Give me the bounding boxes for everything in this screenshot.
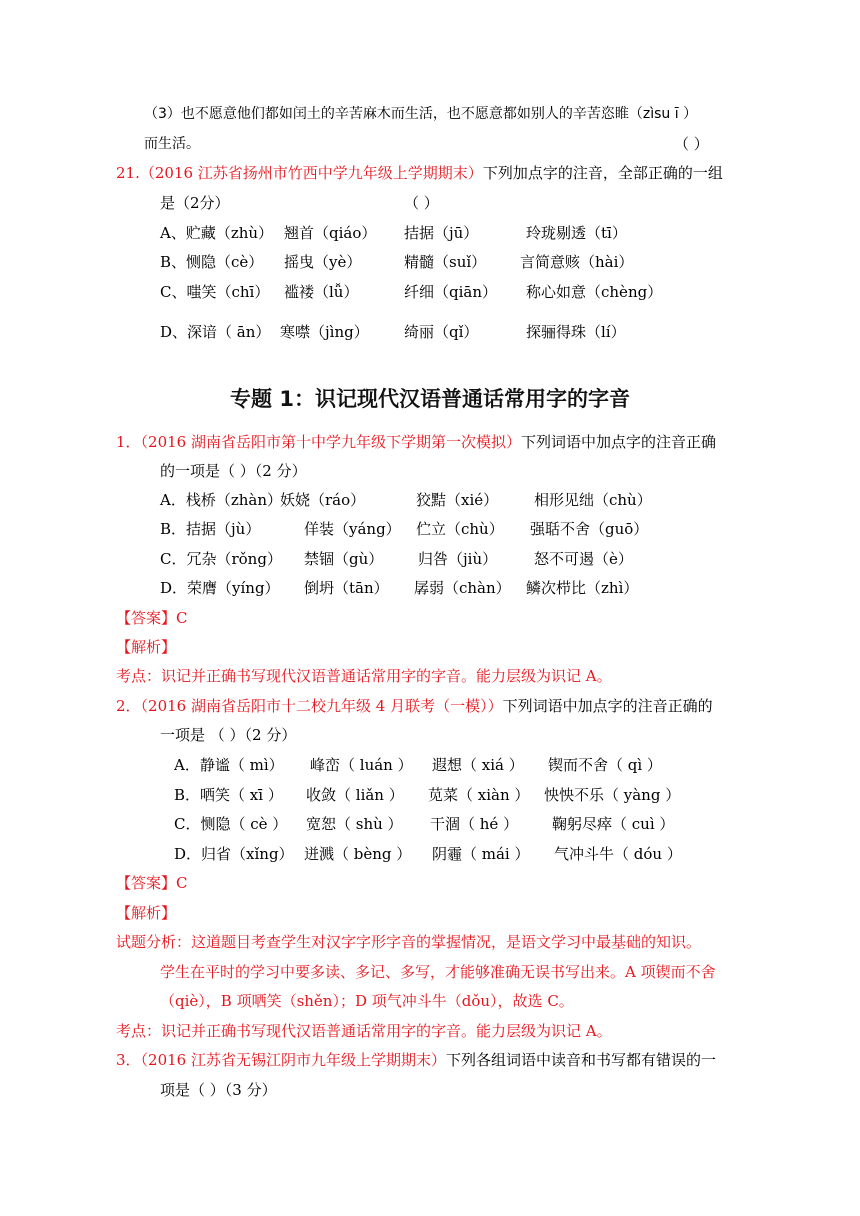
q2-b-item-2: 收敛（ liǎn ） xyxy=(306,786,404,804)
q1-a-item-3: 狡黠（xié） xyxy=(416,491,499,509)
q2-a-item-1: A．静谧（ mì） xyxy=(174,756,284,774)
q2-option-c xyxy=(174,814,774,834)
q21-c-item-3: 纤细（qiān） xyxy=(404,283,498,301)
q1-c-item-1: C．冗杂（rǒng） xyxy=(160,550,282,568)
q21-d-item-3: 绮丽（qǐ） xyxy=(404,323,479,341)
q3-header xyxy=(116,1050,716,1070)
q2-point: 考点：识记并正确书写现代汉语普通话常用字的字音。能力层级为识记 A。 xyxy=(116,1022,612,1040)
q2-source: （2016 湖南省岳阳市十二校九年级 4 月联考（一模）） xyxy=(140,697,503,715)
q1-b-item-3: 伫立（chù） xyxy=(416,520,504,538)
q21-b-item-3: 精髓（suǐ） xyxy=(404,253,487,271)
q21-header xyxy=(116,163,723,183)
q1-option-a xyxy=(160,490,800,510)
q2-option-b xyxy=(174,785,774,805)
q1-b-item-2: 佯装（yáng） xyxy=(304,520,401,538)
q2-analysis-line-3: （qiè），B 项哂笑（shěn）；D 项气冲斗牛（dǒu），故选 C。 xyxy=(160,992,574,1010)
q1-option-c xyxy=(160,549,800,569)
q2-option-a xyxy=(174,755,774,775)
q2-c-item-3: 干涸（ hé ） xyxy=(430,815,519,833)
q21-a-item-2: 翘首（qiáo） xyxy=(284,224,377,242)
q3-number: 3． xyxy=(116,1051,141,1069)
q21-d-item-1: D、深谙（ ān） xyxy=(160,323,271,341)
q2-a-item-3: 遐想（ xiá ） xyxy=(432,756,524,774)
q21-source: （2016 江苏省扬州市竹西中学九年级上学期期末） xyxy=(139,164,483,182)
q1-stem: 下列词语中加点字的注音正确 xyxy=(521,433,717,451)
q21-c-item-1: C、嗤笑（chī） xyxy=(160,283,270,301)
q1-c-item-2: 禁锢（gù） xyxy=(304,550,384,568)
q21-stem-cont: 是（2分） xyxy=(160,194,230,212)
q21-a-item-3: 拮据（jū） xyxy=(404,224,479,242)
q2-answer: 【答案】C xyxy=(116,874,188,892)
q2-number: 2． xyxy=(116,697,141,715)
q2-d-item-4: 气冲斗牛（ dóu ） xyxy=(554,845,682,863)
q2-stem-line-2: 一项是 （ ）（2 分） xyxy=(160,726,297,744)
q2-b-item-3: 苋菜（ xiàn ） xyxy=(428,786,530,804)
q21-c-item-2: 褴褛（lǚ） xyxy=(284,283,359,301)
q21-d-item-4: 探骊得珠（lí） xyxy=(526,323,626,341)
q1-header xyxy=(116,432,716,452)
q3-stem: 下列各组词语中读音和书写都有错误的一 xyxy=(446,1051,717,1069)
q1-c-item-4: 怒不可遏（è） xyxy=(534,550,633,568)
q21-option-a xyxy=(160,223,800,243)
q1-c-item-3: 归咎（jiù） xyxy=(418,550,498,568)
q2-b-item-4: 怏怏不乐（ yàng ） xyxy=(544,786,681,804)
q1-answer: 【答案】C xyxy=(116,609,188,627)
q1-point: 考点：识记并正确书写现代汉语普通话常用字的字音。能力层级为识记 A。 xyxy=(116,667,612,685)
q21-c-item-4: 称心如意（chèng） xyxy=(526,283,663,301)
q1-d-item-4: 鳞次栉比（zhì） xyxy=(526,579,639,597)
q2-d-item-3: 阴霾（ mái ） xyxy=(432,845,530,863)
q2-header xyxy=(116,696,713,716)
q1-option-d xyxy=(160,578,800,598)
q2-analysis-label: 【解析】 xyxy=(116,904,177,922)
q1-d-item-1: D．荣膺（yíng） xyxy=(160,579,280,597)
q2-c-item-2: 宽恕（ shù ） xyxy=(306,815,403,833)
q2-c-item-4: 鞠躬尽瘁（ cuì ） xyxy=(552,815,675,833)
section-title: 专题 1：识记现代汉语普通话常用字的字音 xyxy=(230,387,630,411)
q1-a-item-1: A．栈桥（zhàn） xyxy=(160,491,283,509)
q1-option-b xyxy=(160,519,800,539)
prev-line-2: 而生活。 xyxy=(144,136,200,152)
q21-b-item-1: B、恻隐（cè） xyxy=(160,253,264,271)
q21-a-item-1: A、贮藏（zhù） xyxy=(160,224,274,242)
q21-a-item-4: 玲珑剔透（tī） xyxy=(526,224,627,242)
q21-option-d xyxy=(160,322,800,342)
q1-stem-line-2: 的一项是（ ）（2 分） xyxy=(160,462,307,480)
q2-analysis-line-1: 试题分析：这道题目考查学生对汉字字形字音的掌握情况，是语文学习中最基础的知识。 xyxy=(116,933,702,951)
prev-line-1: （3）也不愿意他们都如闰土的辛苦麻木而生活，也不愿意都如别人的辛苦恣睢（zìsu ī ） xyxy=(144,106,698,122)
q1-analysis-label: 【解析】 xyxy=(116,638,177,656)
q2-a-item-2: 峰峦（ luán ） xyxy=(310,756,413,774)
q1-a-item-4: 相形见绌（chù） xyxy=(534,491,652,509)
q1-b-item-1: B．拮据（jù） xyxy=(160,520,261,538)
q2-d-item-2: 迸溅（ bèng ） xyxy=(304,845,412,863)
q2-analysis-line-2: 学生在平时的学习中要多读、多记、多写，才能够准确无误书写出来。A 项锲而不舍 xyxy=(160,963,716,981)
q2-c-item-1: C．恻隐（ cè ） xyxy=(174,815,288,833)
q21-stem: 下列加点字的注音，全部正确的一组 xyxy=(482,164,723,182)
q1-a-item-2: 妖娆（ráo） xyxy=(280,491,366,509)
q1-b-item-4: 强聒不舍（guō） xyxy=(530,520,649,538)
q2-a-item-4: 锲而不舍（ qì ） xyxy=(548,756,662,774)
q1-d-item-3: 孱弱（chàn） xyxy=(414,579,511,597)
q21-b-item-2: 摇曳（yè） xyxy=(284,253,362,271)
prev-answer-paren: （ ） xyxy=(674,135,709,153)
q1-source: （2016 湖南省岳阳市第十中学九年级下学期第一次模拟） xyxy=(140,433,521,451)
q2-d-item-1: D．归省（xǐng） xyxy=(174,845,294,863)
q21-d-item-2: 寒噤（jìng） xyxy=(280,323,369,341)
q2-b-item-1: B．哂笑（ xī ） xyxy=(174,786,283,804)
q21-paren: （ ） xyxy=(404,194,439,212)
q1-number: 1． xyxy=(116,433,141,451)
q3-stem-line-2: 项是（ ）（3 分） xyxy=(160,1081,277,1099)
q1-d-item-2: 倒坍（tān） xyxy=(304,579,389,597)
q3-source: （2016 江苏省无锡江阴市九年级上学期期末） xyxy=(140,1051,446,1069)
q2-option-d xyxy=(174,844,774,864)
q2-stem: 下列词语中加点字的注音正确的 xyxy=(502,697,713,715)
q21-option-c xyxy=(160,282,800,302)
q21-number: 21. xyxy=(116,164,140,182)
q21-stem-line-2 xyxy=(160,193,230,213)
q21-option-b xyxy=(160,252,800,272)
q21-b-item-4: 言简意赅（hài） xyxy=(520,253,634,271)
